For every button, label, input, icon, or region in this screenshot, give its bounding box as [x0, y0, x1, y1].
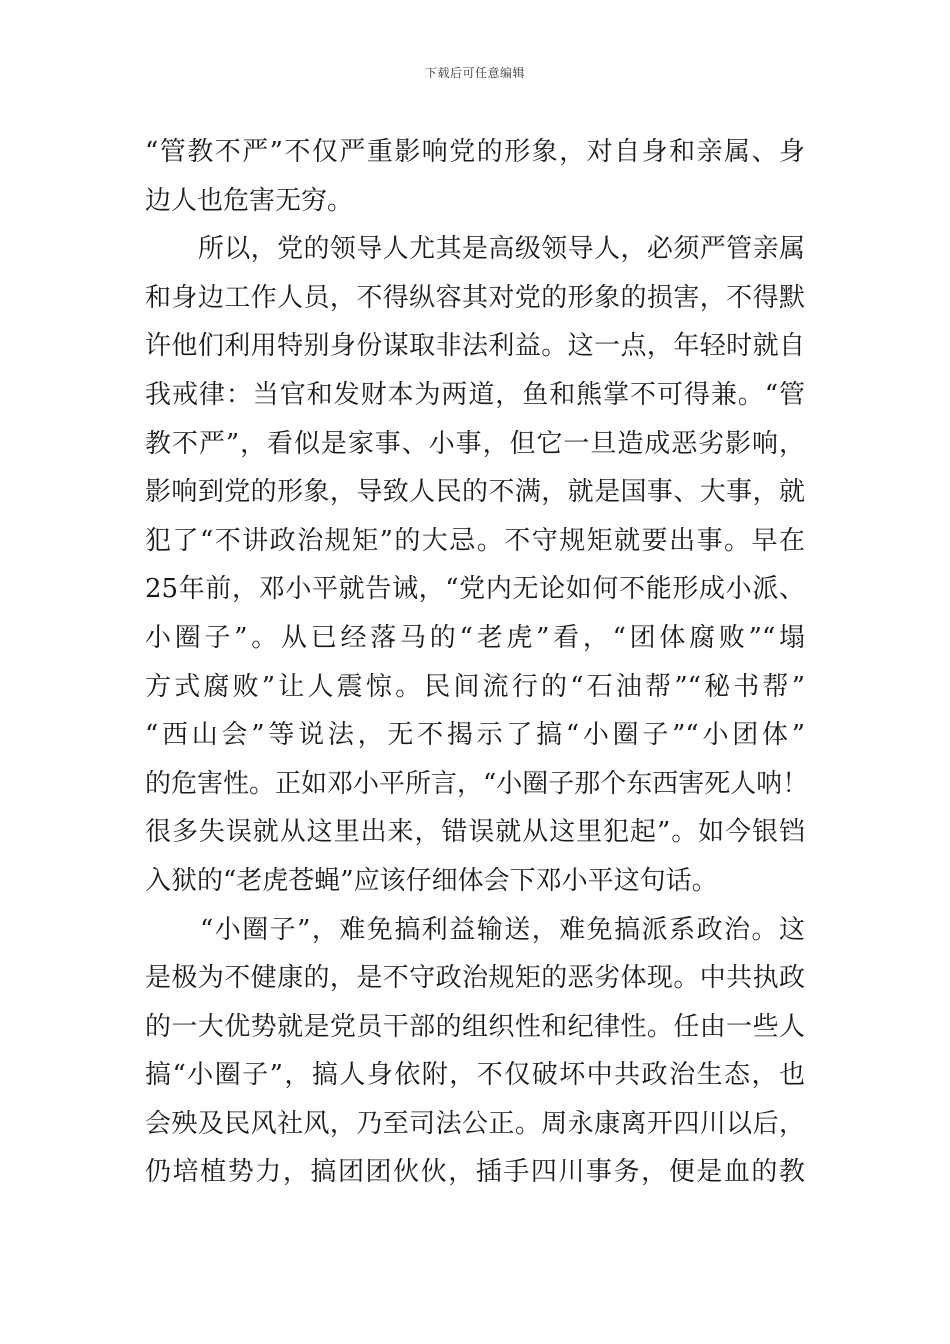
text-line: 是极为不健康的，是不守政治规矩的恶劣体现。中共执政 [145, 963, 805, 994]
text-line: 许他们利用特别身份谋取非法利益。这一点，年轻时就自 [145, 331, 805, 362]
text-line: 的危害性。正如邓小平所言，“小圈子那个东西害死人呐！ [145, 768, 809, 799]
text-line: “管教不严”不仅严重影响党的形象，对自身和亲属、身 [145, 137, 805, 167]
text-line: 小圈子”。从已经落马的“老虎”看，“团体腐败”“塌 [145, 622, 805, 653]
text-line: 的一大优势就是党员干部的组织性和纪律性。任由一些人 [145, 1011, 805, 1042]
document-body [145, 128, 809, 1197]
text-line: 会殃及民风社风，乃至司法公正。周永康离开四川以后， [145, 1108, 805, 1139]
text-line: 搞“小圈子”，搞人身依附，不仅破坏中共政治生态，也 [145, 1060, 805, 1091]
text-line: 我戒律：当官和发财本为两道，鱼和熊掌不可得兼。“管 [145, 379, 805, 410]
paragraph-2 [145, 225, 809, 905]
text-line: 入狱的“老虎苍蝇”应该仔细体会下邓小平这句话。 [145, 865, 718, 896]
text-line: 边人也危害无穷。 [145, 185, 354, 216]
text-line: 方式腐败”让人震惊。民间流行的“石油帮”“秘书帮” [145, 671, 805, 702]
text-line: “小圈子”，难免搞利益输送，难免搞派系政治。这 [145, 914, 805, 945]
text-line: 教不严”，看似是家事、小事，但它一旦造成恶劣影响， [145, 428, 805, 459]
text-line: “西山会”等说法，无不揭示了搞“小圈子”“小团体” [145, 720, 805, 751]
text-line: 所以，党的领导人尤其是高级领导人，必须严管亲属 [145, 234, 805, 265]
text-line: 影响到党的形象，导致人民的不满，就是国事、大事，就 [145, 477, 805, 508]
text-line: 很多失误就从这里出来，错误就从这里犯起”。如今银铛 [145, 817, 805, 848]
text-line: 犯了“不讲政治规矩”的大忌。不守规矩就要出事。早在 [145, 525, 805, 556]
page-header-note: 下载后可任意编辑 [424, 66, 525, 80]
text-line: 和身边工作人员，不得纵容其对党的形象的损害，不得默 [145, 282, 805, 313]
paragraph-3 [145, 906, 805, 1198]
text-line: 仍培植势力，搞团团伙伙，插手四川事务，便是血的教 [145, 1157, 805, 1188]
paragraph-1 [145, 128, 805, 225]
text-line: 25年前，邓小平就告诫，“党内无论如何不能形成小派、 [145, 574, 805, 605]
